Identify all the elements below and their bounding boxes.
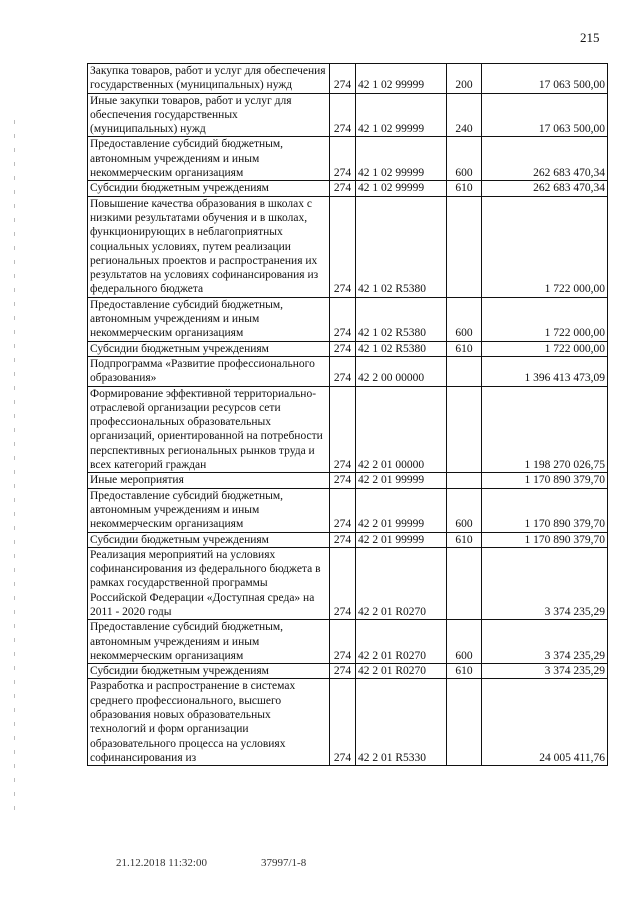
row-sum-cell: 3 374 235,29 [482,620,608,664]
row-ved-cell: 274 [330,473,356,488]
row-ved-cell: 274 [330,93,356,137]
row-name-cell: Предоставление субсидий бюджетным, автономным учреждениям и иным некоммерческим организациям [88,620,330,664]
row-vr-cell: 200 [447,64,482,94]
row-sum-cell: 1 396 413 473,09 [482,356,608,386]
row-ved-cell: 274 [330,196,356,297]
row-sum-cell: 3 374 235,29 [482,547,608,619]
row-csr-cell: 42 2 01 99999 [356,488,447,532]
row-ved-cell: 274 [330,297,356,341]
row-sum-cell: 1 722 000,00 [482,297,608,341]
row-sum-cell: 1 198 270 026,75 [482,386,608,473]
row-ved-cell: 274 [330,664,356,679]
row-sum-cell: 17 063 500,00 [482,64,608,94]
row-vr-cell: 610 [447,181,482,196]
row-csr-cell: 42 2 01 R0270 [356,664,447,679]
row-name-cell: Разработка и распространение в системах среднего профессионального, высшего образования новых образовательных технологий и форм организации образовательного процесса на условиях софинансирования из [88,679,330,766]
row-csr-cell: 42 2 01 R0270 [356,620,447,664]
row-vr-cell [447,386,482,473]
table-row [88,488,608,532]
table-row [88,532,608,547]
budget-table [87,63,608,766]
row-sum-cell: 262 683 470,34 [482,181,608,196]
row-ved-cell: 274 [330,547,356,619]
row-csr-cell: 42 2 01 99999 [356,532,447,547]
row-vr-cell: 600 [447,137,482,181]
row-ved-cell: 274 [330,620,356,664]
table-row [88,181,608,196]
row-name-cell: Закупка товаров, работ и услуг для обеспечения государственных (муниципальных) нужд [88,64,330,94]
budget-table-body [88,64,608,766]
row-sum-cell: 1 722 000,00 [482,196,608,297]
row-ved-cell: 274 [330,64,356,94]
row-vr-cell [447,356,482,386]
row-vr-cell: 610 [447,664,482,679]
row-csr-cell: 42 2 00 00000 [356,356,447,386]
row-vr-cell [447,196,482,297]
table-row [88,93,608,137]
row-sum-cell: 1 170 890 379,70 [482,488,608,532]
table-row [88,64,608,94]
row-sum-cell: 1 170 890 379,70 [482,532,608,547]
row-name-cell: Предоставление субсидий бюджетным, автономным учреждениям и иным некоммерческим организациям [88,488,330,532]
row-name-cell: Субсидии бюджетным учреждениям [88,664,330,679]
row-sum-cell: 3 374 235,29 [482,664,608,679]
table-row [88,297,608,341]
row-vr-cell [447,679,482,766]
row-ved-cell: 274 [330,137,356,181]
row-name-cell: Предоставление субсидий бюджетным, автономным учреждениям и иным некоммерческим организациям [88,297,330,341]
row-csr-cell: 42 2 01 R0270 [356,547,447,619]
row-csr-cell: 42 1 02 R5380 [356,341,447,356]
row-ved-cell: 274 [330,488,356,532]
footer-document-code: 37997/1-8 [261,857,307,869]
row-name-cell: Повышение качества образования в школах с низкими результатами обучения и в школах, функционирующих в неблагоприятных социальных условиях, путем реализации региональных проектов и распространения их результатов на условиях софинансирования из федерального бюджета [88,196,330,297]
table-row [88,137,608,181]
row-vr-cell: 610 [447,341,482,356]
row-name-cell: Субсидии бюджетным учреждениям [88,532,330,547]
row-ved-cell: 274 [330,679,356,766]
table-row [88,547,608,619]
row-sum-cell: 24 005 411,76 [482,679,608,766]
row-name-cell: Предоставление субсидий бюджетным, автономным учреждениям и иным некоммерческим организациям [88,137,330,181]
table-row [88,679,608,766]
row-csr-cell: 42 1 02 R5380 [356,297,447,341]
row-csr-cell: 42 2 01 00000 [356,386,447,473]
row-csr-cell: 42 2 01 R5330 [356,679,447,766]
row-vr-cell: 240 [447,93,482,137]
row-csr-cell: 42 1 02 99999 [356,181,447,196]
row-sum-cell: 1 170 890 379,70 [482,473,608,488]
footer-datetime: 21.12.2018 11:32:00 [116,857,207,869]
row-name-cell: Иные закупки товаров, работ и услуг для обеспечения государственных (муниципальных) нужд [88,93,330,137]
row-name-cell: Формирование эффективной территориально-отраслевой организации ресурсов сети профессиональных образовательных организаций, ориентированной на потребности перспективных региональных рынков труда и всех категорий граждан [88,386,330,473]
row-name-cell: Субсидии бюджетным учреждениям [88,341,330,356]
row-sum-cell: 17 063 500,00 [482,93,608,137]
row-vr-cell [447,473,482,488]
row-csr-cell: 42 1 02 99999 [356,93,447,137]
row-ved-cell: 274 [330,386,356,473]
row-name-cell: Иные мероприятия [88,473,330,488]
table-row [88,341,608,356]
row-name-cell: Реализация мероприятий на условиях софинансирования из федерального бюджета в рамках государственной программы Российской Федерации «Доступная среда» на 2011 - 2020 годы [88,547,330,619]
scan-edge-artifact [14,120,15,820]
row-vr-cell: 600 [447,297,482,341]
row-ved-cell: 274 [330,181,356,196]
table-row [88,196,608,297]
row-name-cell: Субсидии бюджетным учреждениям [88,181,330,196]
row-ved-cell: 274 [330,341,356,356]
row-sum-cell: 262 683 470,34 [482,137,608,181]
table-row [88,664,608,679]
row-csr-cell: 42 2 01 99999 [356,473,447,488]
table-row [88,356,608,386]
row-vr-cell [447,547,482,619]
row-vr-cell: 610 [447,532,482,547]
table-row [88,386,608,473]
page-number: 215 [580,30,600,45]
row-vr-cell: 600 [447,488,482,532]
table-row [88,473,608,488]
row-vr-cell: 600 [447,620,482,664]
row-csr-cell: 42 1 02 99999 [356,64,447,94]
row-ved-cell: 274 [330,532,356,547]
row-ved-cell: 274 [330,356,356,386]
row-name-cell: Подпрограмма «Развитие профессионального образования» [88,356,330,386]
row-sum-cell: 1 722 000,00 [482,341,608,356]
row-csr-cell: 42 1 02 R5380 [356,196,447,297]
row-csr-cell: 42 1 02 99999 [356,137,447,181]
table-row [88,620,608,664]
